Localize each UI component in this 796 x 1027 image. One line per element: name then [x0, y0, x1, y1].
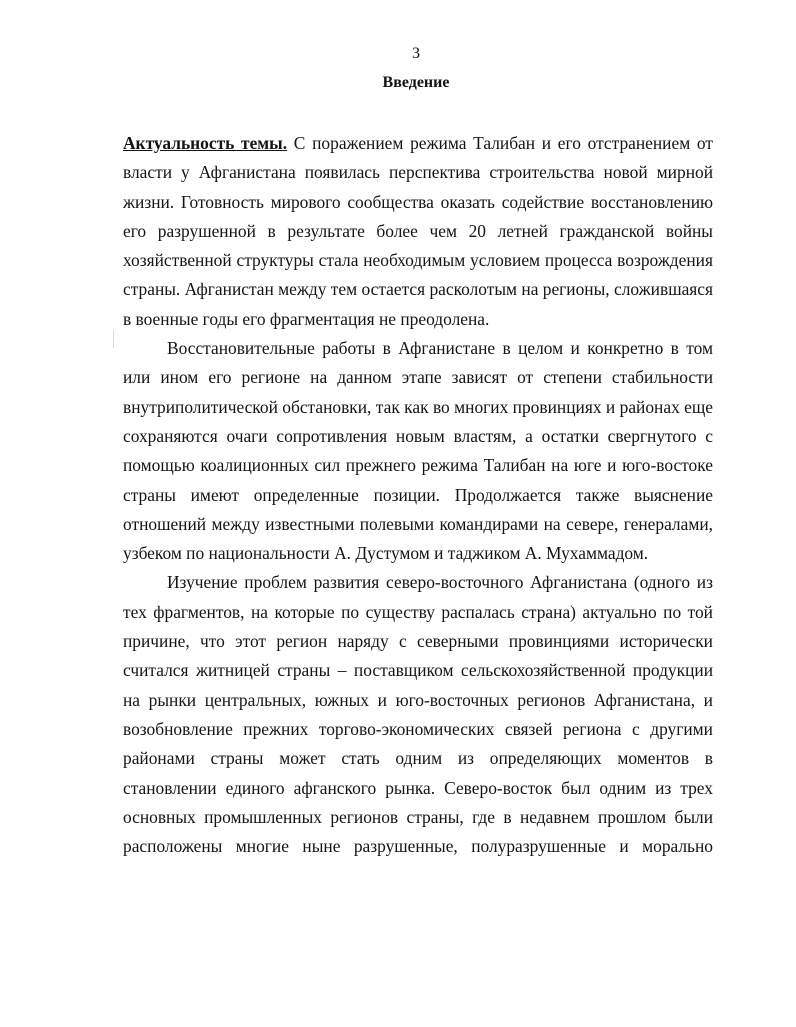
relevance-label: Актуальность темы. — [123, 133, 288, 153]
paragraph-reconstruction: Восстановительные работы в Афганистане в целом и конкретно в том или ином его регионе на данном этапе зависят от степени стабильности внутриполитической обстановки, так как во многих провинциях и районах еще сохраняются очаги сопротивления новым властям, а остатки свергнутого с помощью коалиционных сил прежнего режима Талибан на юге и юго-востоке страны имеют определенные позиции. Продолжается также выяснение отношений между известными полевыми командирами на севере, генералами, узбеком по национальности А. Дустумом и таджиком А. Мухаммадом. — [123, 338, 713, 564]
body-text — [123, 129, 713, 861]
paragraph-northeast: Изучение проблем развития северо-восточного Афганистана (одного из тех фрагментов, на которые по существу распалась страна) актуально по той причине, что этот регион наряду с северными провинциями исторически считался житницей страны – поставщиком сельскохозяйственной продукции на рынки центральных, южных и юго-восточных регионов Афганистана, и возобновление прежних торгово-экономических связей региона с другими районами страны может стать одним из определяющих моментов в становлении единого афганского рынка. Северо-восток был одним из трех основных промышленных регионов страны, где в недавнем прошлом были расположены многие ныне разрушенные, полуразрушенные и морально — [123, 572, 713, 857]
paragraph-text: С поражением режима Талибан и его отстранением от власти у Афганистана появилась перспектива строительства новой мирной жизни. Готовность мирового сообщества оказать содействие восстановлению его разрушенной в результате более чем 20 летней гражданской войны хозяйственной структуры стала необходимым условием процесса возрождения страны. Афганистан между тем остается расколотым на регионы, сложившаяся в военные годы его фрагментация не преодолена. — [123, 133, 714, 329]
paragraph-relevance — [123, 129, 713, 334]
scan-artifact — [113, 330, 114, 348]
page-number: 3 — [412, 45, 420, 62]
section-heading: Введение — [382, 74, 450, 91]
